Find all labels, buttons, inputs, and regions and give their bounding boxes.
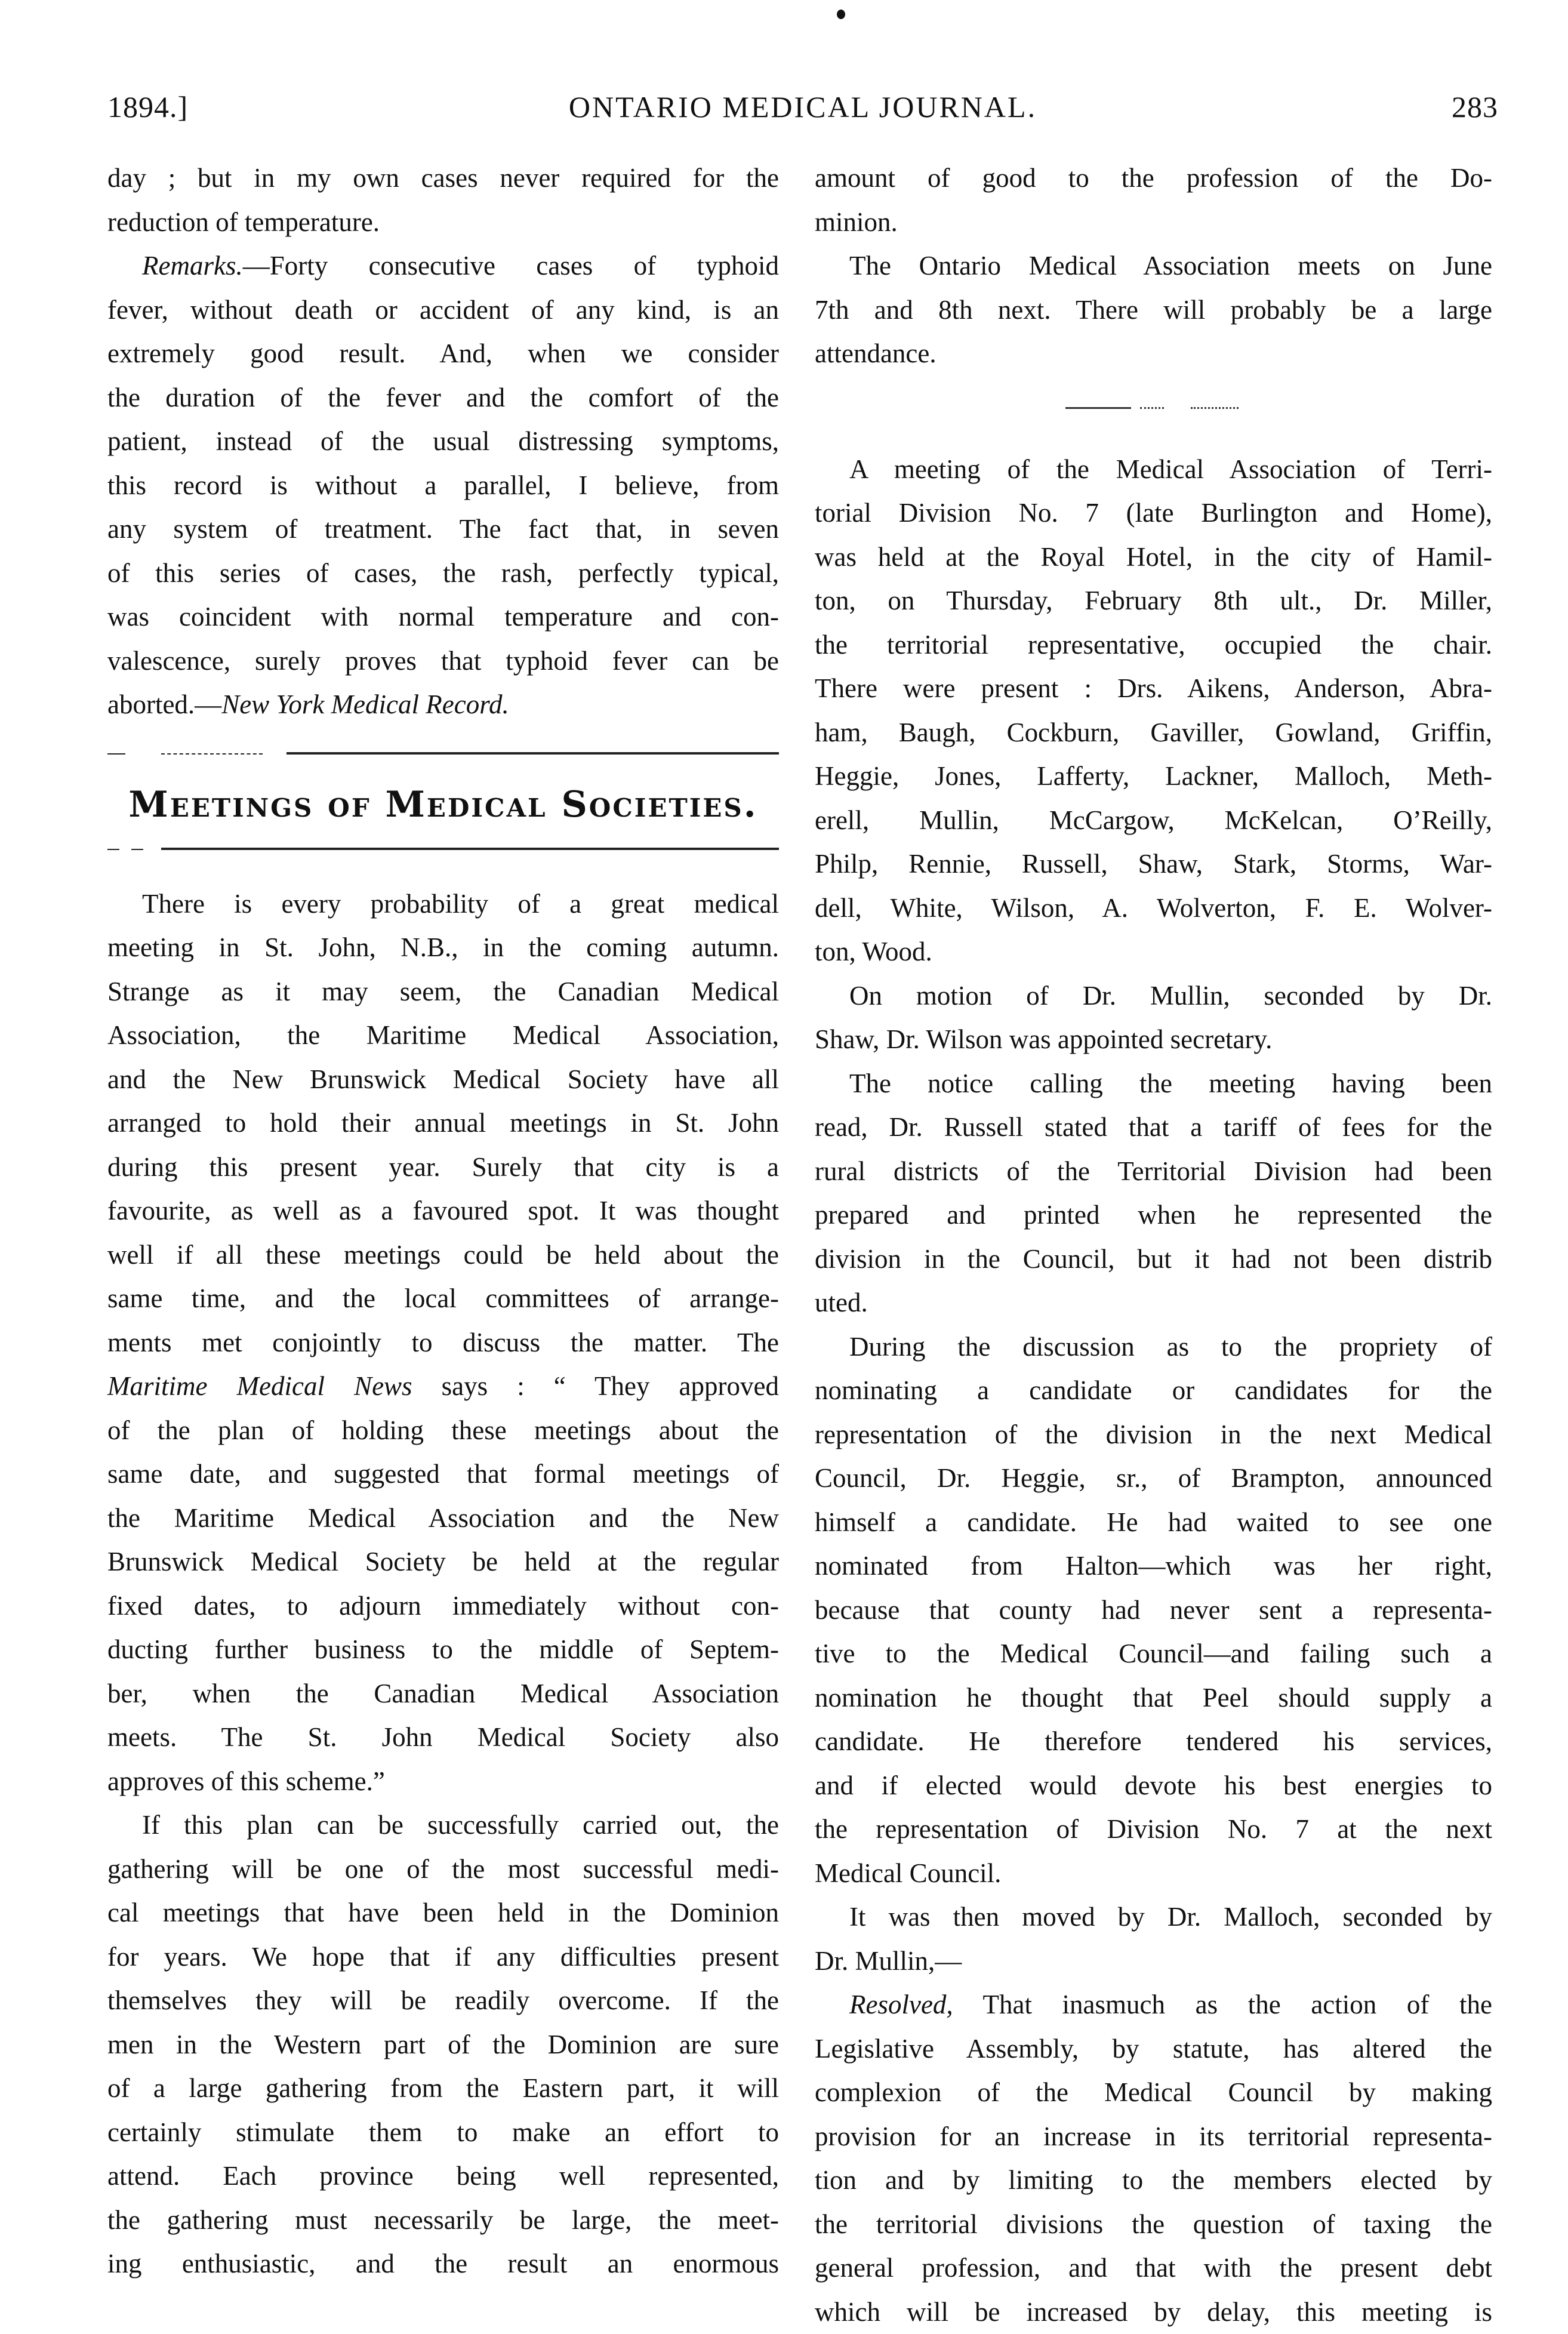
text-line: valescence, surely proves that typhoid fever can be xyxy=(107,639,779,683)
page-speck xyxy=(837,10,845,19)
text-line: men in the Western part of the Dominion are sure xyxy=(107,2023,779,2067)
text-line: There were present : Drs. Aikens, Anderson, Abra- xyxy=(815,667,1492,711)
text-line: nominated from Halton—which was her right, xyxy=(815,1544,1492,1588)
text-line: read, Dr. Russell stated that a tariff of fees for the xyxy=(815,1106,1492,1150)
text-line: aborted.—New York Medical Record. xyxy=(107,683,779,727)
text-line: Strange as it may seem, the Canadian Medical xyxy=(107,970,779,1014)
resolved-label: Resolved, xyxy=(849,1990,953,2019)
secretary-motion-paragraph xyxy=(815,974,1492,1062)
text-line: the duration of the fever and the comfort of the xyxy=(107,376,779,420)
plan-paragraph xyxy=(107,1803,779,2286)
source-citation: New York Medical Record. xyxy=(221,689,509,719)
running-head-year: 1894.] xyxy=(107,90,188,124)
text-line: the territorial divisions the question of taxing the xyxy=(815,2203,1492,2247)
text-line: tive to the Medical Council—and failing such a xyxy=(815,1632,1492,1676)
text-line: Legislative Assembly, by statute, has altered the xyxy=(815,2027,1492,2071)
page-number: 283 xyxy=(1452,90,1498,124)
text-line: ments met conjointly to discuss the matter. The xyxy=(107,1321,779,1365)
text-line: approves of this scheme.” xyxy=(107,1760,779,1804)
right-column xyxy=(815,156,1492,2334)
text-line: Philp, Rennie, Russell, Shaw, Stark, Storms, War- xyxy=(815,842,1492,886)
text-line: and the New Brunswick Medical Society have all xyxy=(107,1058,779,1102)
text-line: If this plan can be successfully carried out, the xyxy=(107,1803,779,1848)
section-rule-top xyxy=(107,727,779,769)
text-line: ton, on Thursday, February 8th ult., Dr. Miller, xyxy=(815,579,1492,623)
text-line: nominating a candidate or candidates for the xyxy=(815,1369,1492,1413)
text-line: fixed dates, to adjourn immediately without con- xyxy=(107,1584,779,1628)
text-line: for years. We hope that if any difficulties present xyxy=(107,1935,779,1979)
text-line: day ; but in my own cases never required for the xyxy=(107,156,779,201)
text-line: representation of the division in the next Medical xyxy=(815,1413,1492,1457)
text-line: dell, White, Wilson, A. Wolverton, F. E. Wolver- xyxy=(815,886,1492,931)
text-line: was coincident with normal temperature and con- xyxy=(107,595,779,639)
text-line: The Ontario Medical Association meets on June xyxy=(815,244,1492,288)
text-line: of this series of cases, the rash, perfectly typical, xyxy=(107,552,779,596)
section-separator xyxy=(815,376,1492,448)
text-line: It was then moved by Dr. Malloch, seconded by xyxy=(815,1895,1492,1939)
text-line: Maritime Medical News says : “ They approved xyxy=(107,1365,779,1409)
text-line: The notice calling the meeting having been xyxy=(815,1062,1492,1106)
text-line: was held at the Royal Hotel, in the city of Hamil- xyxy=(815,535,1492,580)
text-line: extremely good result. And, when we consider xyxy=(107,332,779,376)
text-line: erell, Mullin, McCargow, McKelcan, O’Reilly, xyxy=(815,799,1492,843)
text-line: ducting further business to the middle of Septem- xyxy=(107,1628,779,1672)
left-column xyxy=(107,156,779,2286)
text-line: gathering will be one of the most successful medi- xyxy=(107,1848,779,1892)
continuation-paragraph xyxy=(815,156,1492,244)
text-line: any system of treatment. The fact that, in seven xyxy=(107,507,779,552)
text-line: rural districts of the Territorial Division had been xyxy=(815,1150,1492,1194)
text-line: torial Division No. 7 (late Burlington and Home), xyxy=(815,491,1492,535)
text-line: uted. xyxy=(815,1281,1492,1325)
text-line: certainly stimulate them to make an effort to xyxy=(107,2111,779,2155)
text-line: general profession, and that with the present debt xyxy=(815,2246,1492,2290)
text-line: Shaw, Dr. Wilson was appointed secretary. xyxy=(815,1018,1492,1062)
continuation-paragraph xyxy=(107,156,779,244)
text-line: during this present year. Surely that city is a xyxy=(107,1146,779,1190)
text-line: Council, Dr. Heggie, sr., of Brampton, announced xyxy=(815,1457,1492,1501)
text-line: ham, Baugh, Cockburn, Gaviller, Gowland, Griffin, xyxy=(815,711,1492,755)
text-line: cal meetings that have been held in the Dominion xyxy=(107,1891,779,1935)
text-line: arranged to hold their annual meetings in St. John xyxy=(107,1101,779,1146)
journal-title: ONTARIO MEDICAL JOURNAL. xyxy=(107,90,1498,124)
text-line: himself a candidate. He had waited to see one xyxy=(815,1501,1492,1545)
running-head xyxy=(107,90,1498,131)
text-line: minion. xyxy=(815,201,1492,245)
text-line: same date, and suggested that formal meetings of xyxy=(107,1452,779,1497)
text-line: meets. The St. John Medical Society also xyxy=(107,1716,779,1760)
text-line: Heggie, Jones, Lafferty, Lackner, Malloch, Meth- xyxy=(815,755,1492,799)
text-line: the territorial representative, occupied the chair. xyxy=(815,623,1492,667)
text-line: prepared and printed when he represented the xyxy=(815,1193,1492,1237)
text-line: amount of good to the profession of the Do- xyxy=(815,156,1492,201)
text-line: Brunswick Medical Society be held at the regular xyxy=(107,1540,779,1584)
section-heading: Meetings of Medical Societies. xyxy=(107,769,779,840)
text-line: ton, Wood. xyxy=(815,930,1492,974)
text-line: which will be increased by delay, this meeting is xyxy=(815,2290,1492,2334)
remarks-paragraph xyxy=(107,244,779,727)
text-line: tion and by limiting to the members elected by xyxy=(815,2159,1492,2203)
text-line: ber, when the Canadian Medical Association xyxy=(107,1672,779,1716)
text-line: and if elected would devote his best energies to xyxy=(815,1764,1492,1808)
text-line: nomination he thought that Peel should supply a xyxy=(815,1676,1492,1720)
text-line: During the discussion as to the propriety of xyxy=(815,1325,1492,1369)
text-line: themselves they will be readily overcome. If the xyxy=(107,1979,779,2023)
section-rule-bottom xyxy=(107,840,779,882)
text-line: this record is without a parallel, I believe, from xyxy=(107,464,779,508)
st-john-meeting-paragraph xyxy=(107,882,779,1804)
text-line: Dr. Mullin,— xyxy=(815,1939,1492,1984)
text-line: of the plan of holding these meetings about the xyxy=(107,1409,779,1453)
text-line: the gathering must necessarily be large, the meet- xyxy=(107,2198,779,2243)
text-line: ing enthusiastic, and the result an enormous xyxy=(107,2242,779,2286)
text-line: fever, without death or accident of any kind, is an xyxy=(107,288,779,332)
text-line: of a large gathering from the Eastern part, it will xyxy=(107,2067,779,2111)
meeting-report-paragraph xyxy=(815,448,1492,974)
text-line: the Maritime Medical Association and the New xyxy=(107,1497,779,1541)
text-line: meeting in St. John, N.B., in the coming autumn. xyxy=(107,926,779,970)
text-line: favourite, as well as a favoured spot. It was thought xyxy=(107,1189,779,1233)
text-line: Resolved, That inasmuch as the action of the xyxy=(815,1983,1492,2027)
text-line: Association, the Maritime Medical Association, xyxy=(107,1014,779,1058)
motion-intro-paragraph xyxy=(815,1895,1492,1983)
text-line: complexion of the Medical Council by making xyxy=(815,2071,1492,2115)
text-line: attend. Each province being well represented, xyxy=(107,2154,779,2198)
nomination-paragraph xyxy=(815,1325,1492,1896)
resolution-paragraph xyxy=(815,1983,1492,2334)
text-line: 7th and 8th next. There will probably be a large xyxy=(815,288,1492,332)
text-line: There is every probability of a great medical xyxy=(107,882,779,926)
text-line: On motion of Dr. Mullin, seconded by Dr. xyxy=(815,974,1492,1018)
text-line: A meeting of the Medical Association of Terri- xyxy=(815,448,1492,492)
text-line: candidate. He therefore tendered his services, xyxy=(815,1720,1492,1764)
tariff-paragraph xyxy=(815,1062,1492,1325)
text-line: because that county had never sent a representa- xyxy=(815,1588,1492,1633)
oma-notice-paragraph xyxy=(815,244,1492,376)
text-line: division in the Council, but it had not been distrib xyxy=(815,1237,1492,1282)
text-line: attendance. xyxy=(815,332,1492,376)
text-line: Remarks.—Forty consecutive cases of typhoid xyxy=(107,244,779,288)
text-line: patient, instead of the usual distressing symptoms, xyxy=(107,420,779,464)
text-line: the representation of Division No. 7 at the next xyxy=(815,1808,1492,1852)
text-line: same time, and the local committees of arrange- xyxy=(107,1277,779,1321)
text-line: reduction of temperature. xyxy=(107,201,779,245)
text-line: provision for an increase in its territorial representa- xyxy=(815,2115,1492,2159)
remarks-label: Remarks. xyxy=(142,251,243,281)
text-line: well if all these meetings could be held about the xyxy=(107,1233,779,1277)
quoted-publication: Maritime Medical News xyxy=(107,1371,412,1401)
text-line: Medical Council. xyxy=(815,1852,1492,1896)
